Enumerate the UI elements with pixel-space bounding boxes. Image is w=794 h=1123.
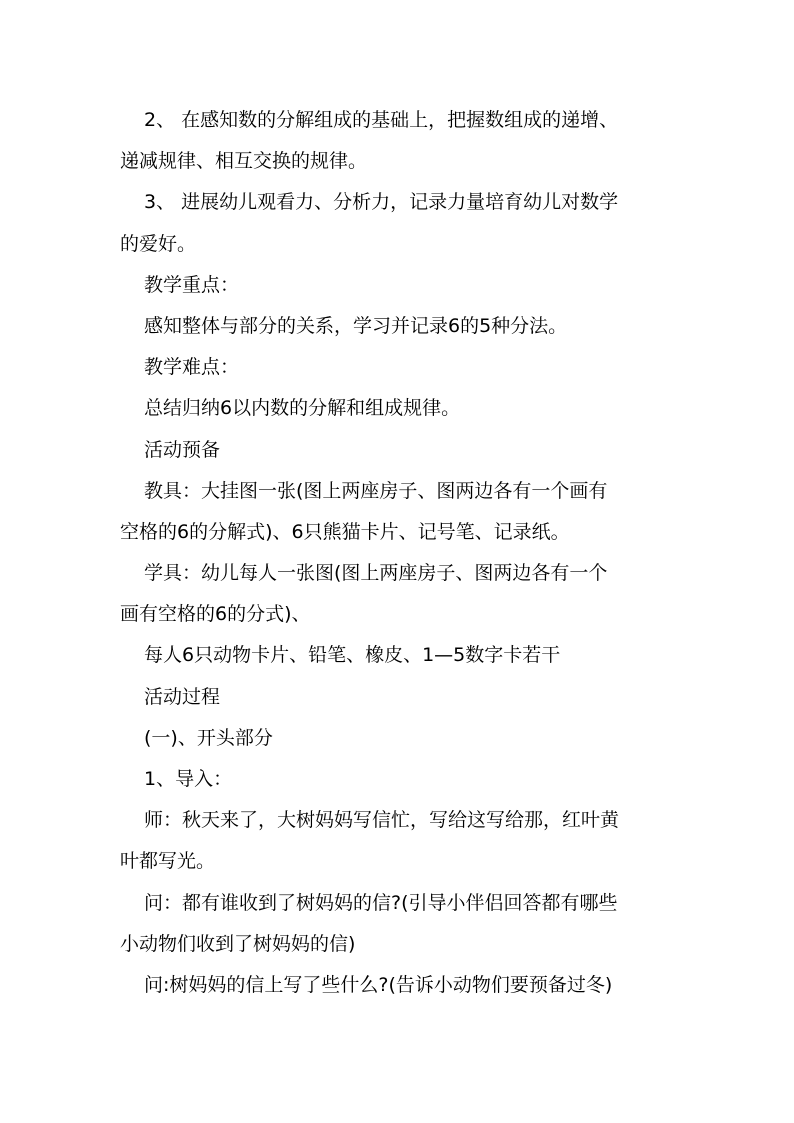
- text-line: 叶都写光。: [120, 850, 216, 873]
- text-line: 感知整体与部分的关系，学习并记录6的5种分法。: [144, 314, 568, 337]
- text-line: 的爱好。: [120, 232, 197, 255]
- text-line: 2、 在感知数的分解组成的基础上，把握数组成的递增、: [144, 109, 619, 131]
- text-line: 每人6只动物卡片、铅笔、橡皮、1—5数字卡若干: [144, 644, 561, 667]
- text-line: 画有空格的6的分式)、: [120, 603, 311, 626]
- text-line: 总结归纳6以内数的分解和组成规律。: [144, 397, 461, 420]
- text-line: 3、 进展幼儿观看力、分析力，记录力量培育幼儿对数学: [144, 191, 619, 214]
- section-heading-teaching-difficulty: 教学难点：: [144, 356, 240, 379]
- text-line: 递减规律、相互交换的规律。: [120, 150, 368, 173]
- text-line: 问：都有谁收到了树妈妈的信?(引导小伴侣回答都有哪些: [144, 891, 618, 914]
- section-heading-activity-preparation: 活动预备: [144, 438, 221, 461]
- text-line: 空格的6的分解式)、6只熊猫卡片、记号笔、记录纸。: [120, 520, 570, 543]
- text-line: 教具：大挂图一张(图上两座房子、图两边各有一个画有: [144, 479, 608, 502]
- text-line: 小动物们收到了树妈妈的信): [120, 932, 356, 955]
- text-line: 问:树妈妈的信上写了些什么?(告诉小动物们要预备过冬): [144, 973, 613, 996]
- text-line: 1、导入：: [144, 768, 233, 790]
- section-heading-teaching-focus: 教学重点：: [144, 273, 240, 296]
- subsection-heading: (一)、开头部分: [144, 726, 273, 749]
- document-body: [120, 100, 690, 1006]
- text-line: 学具：幼儿每人一张图(图上两座房子、图两边各有一个: [144, 562, 608, 585]
- text-line: 师：秋天来了，大树妈妈写信忙，写给这写给那，红叶黄: [144, 809, 620, 832]
- section-heading-activity-process: 活动过程: [144, 685, 221, 708]
